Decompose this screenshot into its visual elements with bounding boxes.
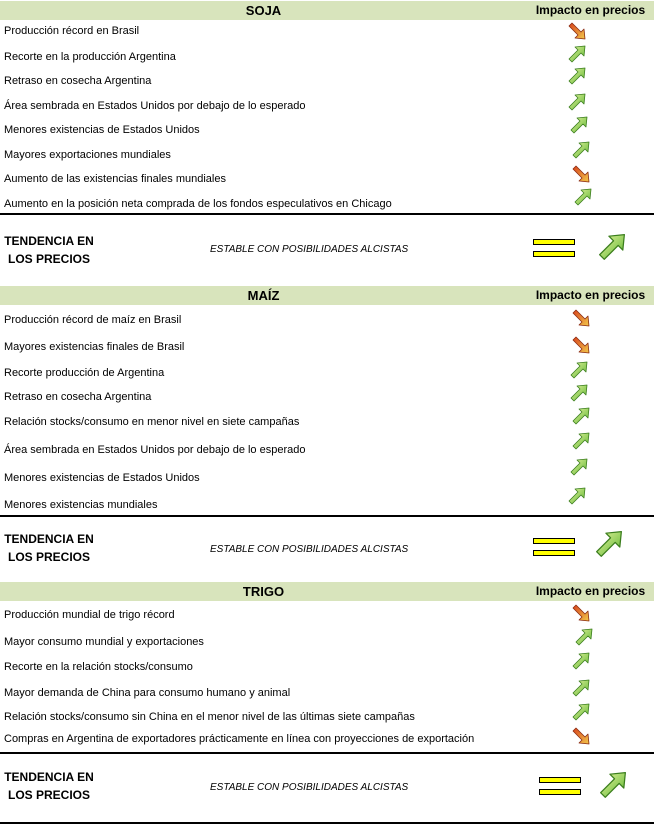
maiz-item-3: Recorte producción de Argentina — [4, 367, 165, 379]
up-arrow-icon — [568, 383, 590, 408]
up-arrow-icon — [570, 678, 592, 703]
trigo-item-1: Producción mundial de trigo récord — [4, 609, 175, 621]
maiz-header — [0, 286, 654, 305]
down-arrow-icon — [570, 603, 592, 628]
soja-item-5: Menores existencias de Estados Unidos — [4, 124, 200, 136]
soja-trend-text: ESTABLE CON POSIBILIDADES ALCISTAS — [210, 244, 409, 255]
section-divider — [0, 752, 654, 754]
equal-icon — [533, 239, 575, 259]
trigo-item-5: Relación stocks/consumo sin China en el menor nivel de las últimas siete campañas — [4, 711, 415, 723]
soja-item-3: Retraso en cosecha Argentina — [4, 75, 152, 87]
soja-item-2: Recorte en la producción Argentina — [4, 51, 176, 63]
up-arrow-icon — [568, 115, 590, 140]
maiz-item-4: Retraso en cosecha Argentina — [4, 391, 152, 403]
section-title-maiz: MAÍZ — [247, 288, 280, 303]
maiz-item-5: Relación stocks/consumo en menor nivel en siete campañas — [4, 416, 300, 428]
maiz-item-6: Área sembrada en Estados Unidos por debajo de lo esperado — [4, 444, 306, 456]
up-arrow-icon — [566, 486, 588, 511]
up-arrow-icon — [573, 627, 595, 652]
up-arrow-icon — [570, 651, 592, 676]
trend-label-line1: TENDENCIA EN — [4, 770, 94, 784]
trigo-header — [0, 582, 654, 601]
down-arrow-icon — [570, 164, 592, 189]
soja-header — [0, 1, 654, 20]
trend-label-line1: TENDENCIA EN — [4, 234, 94, 248]
trigo-item-4: Mayor demanda de China para consumo humano y animal — [4, 687, 291, 699]
trend-label-line1: TENDENCIA EN — [4, 532, 94, 546]
trend-label-line2: LOS PRECIOS — [7, 252, 90, 266]
up-arrow-icon — [568, 457, 590, 482]
impact-column-header: Impacto en precios — [535, 3, 646, 17]
equal-icon — [533, 538, 575, 558]
up-arrow-icon — [566, 92, 588, 117]
trigo-item-2: Mayor consumo mundial y exportaciones — [4, 636, 204, 648]
impact-column-header: Impacto en precios — [535, 288, 646, 302]
down-arrow-icon — [570, 726, 592, 751]
section-title-soja: SOJA — [245, 3, 282, 18]
maiz-item-2: Mayores existencias finales de Brasil — [4, 341, 185, 353]
maiz-item-7: Menores existencias de Estados Unidos — [4, 472, 200, 484]
maiz-item-1: Producción récord de maíz en Brasil — [4, 314, 182, 326]
impact-column-header: Impacto en precios — [535, 584, 646, 598]
soja-item-7: Aumento de las existencias finales mundiales — [4, 173, 226, 185]
section-divider — [0, 213, 654, 215]
up-arrow-icon — [570, 140, 592, 165]
trigo-trend-text: ESTABLE CON POSIBILIDADES ALCISTAS — [210, 782, 409, 793]
soja-item-4: Área sembrada en Estados Unidos por debajo de lo esperado — [4, 100, 306, 112]
up-arrow-icon — [570, 406, 592, 431]
trend-label-line2: LOS PRECIOS — [7, 550, 90, 564]
soja-item-1: Producción récord en Brasil — [4, 25, 140, 37]
section-divider — [0, 822, 654, 824]
down-arrow-icon — [566, 21, 588, 46]
trend-up-arrow-icon — [596, 769, 630, 806]
trigo-item-3: Recorte en la relación stocks/consumo — [4, 661, 193, 673]
maiz-item-8: Menores existencias mundiales — [4, 499, 158, 511]
down-arrow-icon — [570, 308, 592, 333]
up-arrow-icon — [570, 702, 592, 727]
down-arrow-icon — [570, 335, 592, 360]
soja-trend-label — [4, 232, 94, 268]
trend-up-arrow-icon — [595, 231, 629, 268]
trigo-trend-label — [4, 768, 94, 804]
trend-up-arrow-icon — [592, 528, 626, 565]
up-arrow-icon — [566, 66, 588, 91]
soja-item-6: Mayores exportaciones mundiales — [4, 149, 171, 161]
up-arrow-icon — [570, 431, 592, 456]
maiz-trend-text: ESTABLE CON POSIBILIDADES ALCISTAS — [210, 544, 409, 555]
trigo-item-6: Compras en Argentina de exportadores prácticamente en línea con proyecciones de exportación — [4, 733, 475, 745]
up-arrow-icon — [572, 187, 594, 212]
soja-item-8: Aumento en la posición neta comprada de los fondos especulativos en Chicago — [4, 198, 392, 210]
up-arrow-icon — [568, 360, 590, 385]
section-title-trigo: TRIGO — [242, 584, 285, 599]
equal-icon — [539, 777, 581, 797]
trend-label-line2: LOS PRECIOS — [7, 788, 90, 802]
maiz-trend-label — [4, 530, 94, 566]
section-divider — [0, 515, 654, 517]
